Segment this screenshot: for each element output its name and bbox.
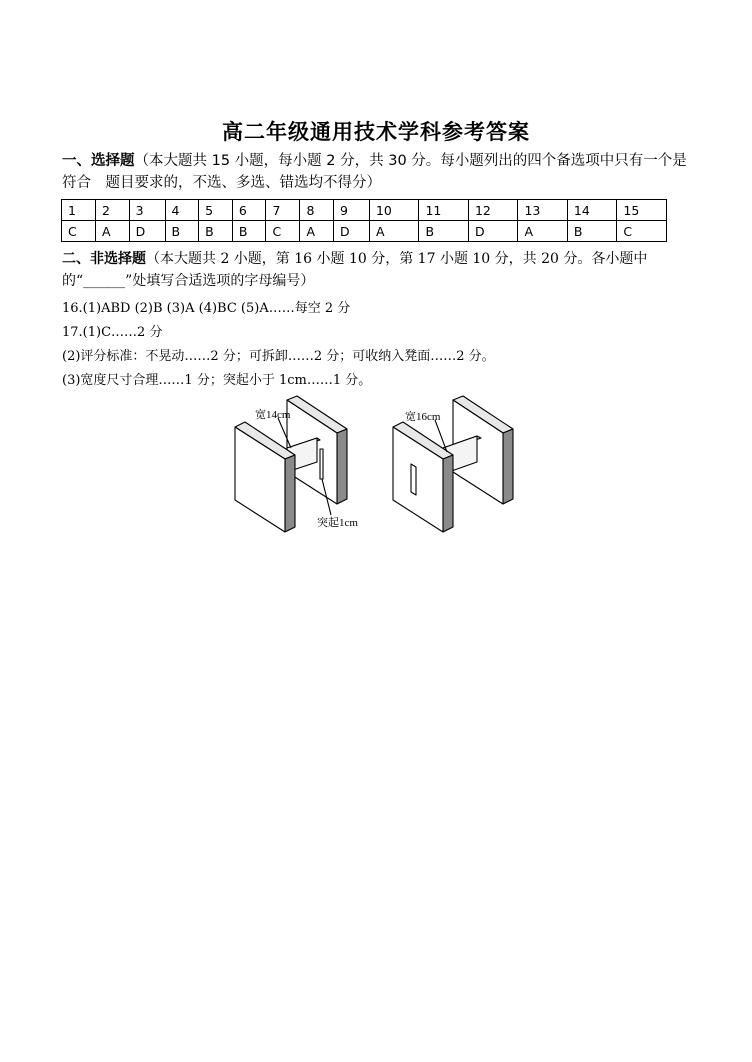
table-cell: B bbox=[165, 221, 199, 242]
section-2-heading: 二、非选择题 bbox=[62, 251, 146, 267]
answer-table bbox=[61, 199, 667, 242]
table-cell: D bbox=[129, 221, 165, 242]
table-cell: B bbox=[199, 221, 233, 242]
table-cell: 15 bbox=[617, 200, 667, 221]
table-cell: C bbox=[62, 221, 96, 242]
table-cell: 6 bbox=[232, 200, 266, 221]
table-cell: 8 bbox=[300, 200, 334, 221]
table-cell: 5 bbox=[199, 200, 233, 221]
table-cell: C bbox=[266, 221, 300, 242]
table-cell: C bbox=[617, 221, 667, 242]
right-width-label: 宽16cm bbox=[405, 411, 441, 423]
answer-17-3: (3)宽度尺寸合理……1 分；突起小于 1cm……1 分。 bbox=[62, 373, 372, 388]
answer-table-answer-row bbox=[62, 221, 667, 242]
design-sketches bbox=[225, 392, 525, 546]
table-cell: A bbox=[369, 221, 418, 242]
table-cell: 1 bbox=[62, 200, 96, 221]
table-cell: 3 bbox=[129, 200, 165, 221]
section-2-description: （本大题共 2 小题，第 16 小题 10 分，第 17 小题 10 分，共 20 分。各小题中的“______”处填写合适选项的字母编号） bbox=[62, 251, 648, 289]
left-width-label: 宽14cm bbox=[255, 409, 291, 421]
page-title: 高二年级通用技术学科参考答案 bbox=[222, 120, 530, 144]
sketch-right-wide-slot bbox=[393, 396, 513, 532]
table-cell: 7 bbox=[266, 200, 300, 221]
table-cell: A bbox=[300, 221, 334, 242]
section-1-heading: 一、选择题 bbox=[62, 153, 135, 169]
section-1-description: （本大题共 15 小题，每小题 2 分，共 30 分。每小题列出的四个备选项中只有一个是符合 题目要求的，不选、多选、错选均不得分） bbox=[62, 153, 687, 191]
table-cell: A bbox=[95, 221, 129, 242]
section-2-intro bbox=[62, 248, 694, 292]
table-cell: 13 bbox=[518, 200, 567, 221]
table-cell: 2 bbox=[95, 200, 129, 221]
table-cell: 10 bbox=[369, 200, 418, 221]
table-cell: A bbox=[518, 221, 567, 242]
table-cell: B bbox=[419, 221, 468, 242]
stool-connector-drawings bbox=[225, 392, 525, 542]
answer-17-2: (2)评分标准：不晃动……2 分；可拆卸……2 分；可收纳入凳面……2 分。 bbox=[62, 349, 495, 364]
answer-16: 16.(1)ABD (2)B (3)A (4)BC (5)A……每空 2 分 bbox=[62, 301, 351, 316]
section-1-intro bbox=[62, 150, 694, 194]
table-cell: D bbox=[468, 221, 517, 242]
answer-17-1: 17.(1)C……2 分 bbox=[62, 325, 163, 340]
table-cell: D bbox=[334, 221, 370, 242]
table-cell: 14 bbox=[567, 200, 616, 221]
table-cell: B bbox=[567, 221, 616, 242]
table-cell: 9 bbox=[334, 200, 370, 221]
sketch-left-narrow-bump bbox=[235, 396, 358, 532]
table-cell: 12 bbox=[468, 200, 517, 221]
answer-table-number-row bbox=[62, 200, 667, 221]
table-cell: B bbox=[232, 221, 266, 242]
table-cell: 11 bbox=[419, 200, 468, 221]
table-cell: 4 bbox=[165, 200, 199, 221]
left-bump-label: 突起1cm bbox=[317, 517, 358, 529]
